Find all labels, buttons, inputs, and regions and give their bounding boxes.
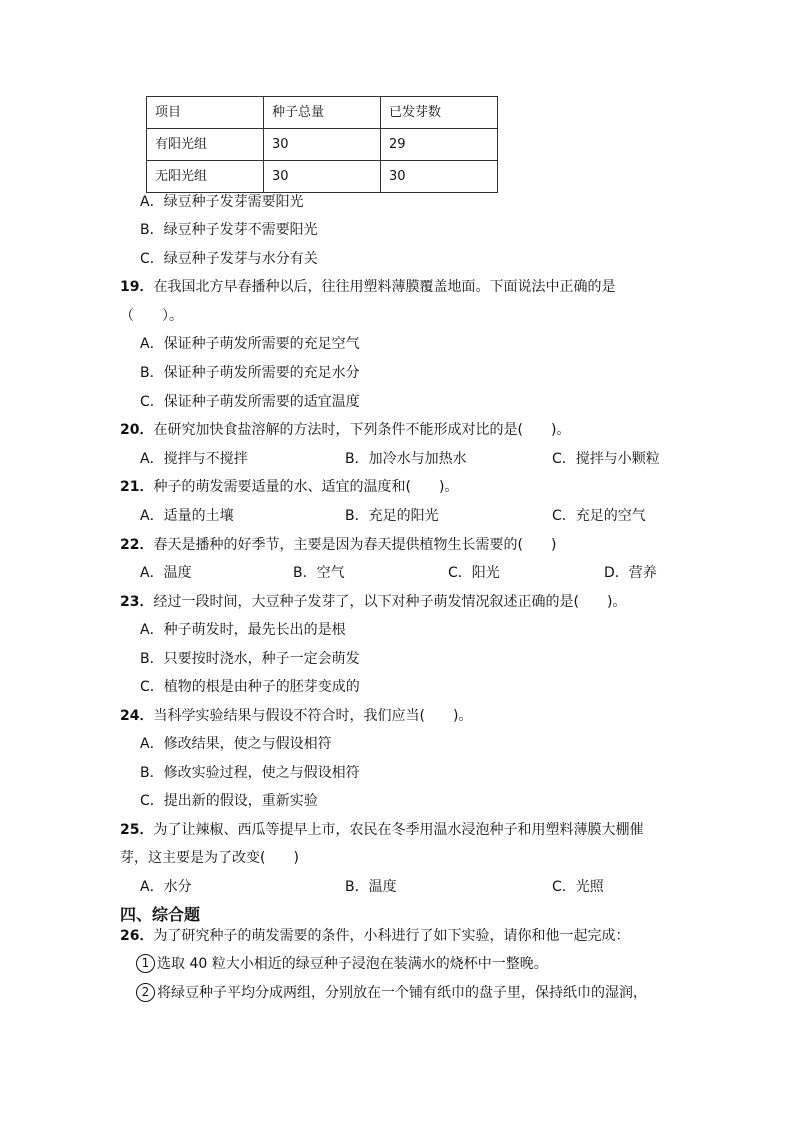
question-number: 25． (120, 822, 154, 838)
table-cell: 30 (381, 161, 498, 193)
germination-table (146, 96, 498, 193)
question-21 (120, 477, 458, 497)
option-text: C．搅拌与小颗粒 (552, 451, 660, 467)
option-text: B．绿豆种子发芽不需要阳光 (140, 222, 318, 238)
question-number: 21． (120, 479, 154, 495)
question-23 (120, 592, 626, 612)
question-text-continued: 芽，这主要是为了改变( ) (120, 850, 299, 866)
question-number: 23． (120, 594, 154, 610)
step-text: 选取 40 粒大小相近的绿豆种子浸泡在装满水的烧杯中一整晚。 (157, 956, 548, 972)
option-text: D．营养 (604, 565, 657, 581)
table-cell: 无阳光组 (147, 161, 264, 193)
question-number: 20． (120, 422, 154, 438)
option-text: A．修改结果，使之与假设相符 (140, 736, 332, 752)
question-text: 春天是播种的好季节，主要是因为春天提供植物生长需要的( ) (153, 537, 557, 553)
question-text: 种子的萌发需要适量的水、适宜的温度和( )。 (153, 479, 459, 495)
option-text: C．充足的空气 (552, 508, 646, 524)
table-row (147, 161, 498, 193)
step-text: 将绿豆种子平均分成两组，分别放在一个铺有纸巾的盘子里，保持纸巾的湿润， (157, 985, 647, 1001)
table-header-row (147, 97, 498, 129)
table-header-cell: 已发芽数 (381, 97, 498, 129)
option-text: C．绿豆种子发芽与水分有关 (140, 251, 318, 267)
table-cell: 30 (264, 161, 381, 193)
option-text: A．水分 (140, 879, 192, 895)
circled-number: 1 (136, 954, 155, 973)
question-text-continued: （ ）。 (120, 308, 183, 324)
option-text: C．光照 (552, 879, 604, 895)
table-cell: 有阳光组 (147, 129, 264, 161)
section-title: 四、综合题 (120, 905, 201, 924)
option-text: C．提出新的假设，重新实验 (140, 793, 318, 809)
option-text: C．保证种子萌发所需要的适宜温度 (140, 394, 360, 410)
table-cell: 29 (381, 129, 498, 161)
table-header-cell: 种子总量 (264, 97, 381, 129)
question-22 (120, 535, 556, 555)
circled-number: 2 (136, 983, 155, 1002)
table-row (147, 129, 498, 161)
question-19 (120, 277, 615, 297)
option-text: B．加冷水与加热水 (345, 451, 467, 467)
option-text: B．修改实验过程，使之与假设相符 (140, 765, 360, 781)
option-text: B．保证种子萌发所需要的充足水分 (140, 365, 360, 381)
option-text: B．温度 (345, 879, 397, 895)
question-20 (120, 420, 570, 440)
option-text: A．温度 (140, 565, 192, 581)
table-header-cell: 项目 (147, 97, 264, 129)
option-text: C．植物的根是由种子的胚芽变成的 (140, 679, 360, 695)
question-number: 26． (120, 928, 154, 944)
option-text: A．种子萌发时，最先长出的是根 (140, 622, 346, 638)
step-item (136, 954, 548, 974)
question-text: 在研究加快食盐溶解的方法时，下列条件不能形成对比的是( )。 (153, 422, 571, 438)
question-25 (120, 820, 643, 840)
question-number: 19． (120, 279, 154, 295)
option-text: B．空气 (293, 565, 345, 581)
question-text: 为了让辣椒、西瓜等提早上市，农民在冬季用温水浸泡种子和用塑料薄膜大棚催 (153, 822, 644, 838)
option-text: B．充足的阳光 (345, 508, 439, 524)
option-text: A．适量的土壤 (140, 508, 234, 524)
step-item (136, 983, 647, 1003)
option-text: B．只要按时浇水，种子一定会萌发 (140, 651, 360, 667)
table-cell: 30 (264, 129, 381, 161)
question-24 (120, 706, 472, 726)
option-text: A．搅拌与不搅拌 (140, 451, 248, 467)
question-text: 当科学实验结果与假设不符合时，我们应当( )。 (153, 708, 473, 724)
question-text: 经过一段时间，大豆种子发芽了，以下对种子萌发情况叙述正确的是( )。 (153, 594, 627, 610)
question-26 (120, 926, 629, 946)
option-text: A．绿豆种子发芽需要阳光 (140, 194, 304, 210)
question-number: 22． (120, 537, 154, 553)
question-number: 24． (120, 708, 154, 724)
option-text: C．阳光 (448, 565, 500, 581)
question-text: 在我国北方早春播种以后，往往用塑料薄膜覆盖地面。下面说法中正确的是 (153, 279, 616, 295)
question-text: 为了研究种子的萌发需要的条件，小科进行了如下实验，请你和他一起完成： (153, 928, 630, 944)
option-text: A．保证种子萌发所需要的充足空气 (140, 336, 360, 352)
